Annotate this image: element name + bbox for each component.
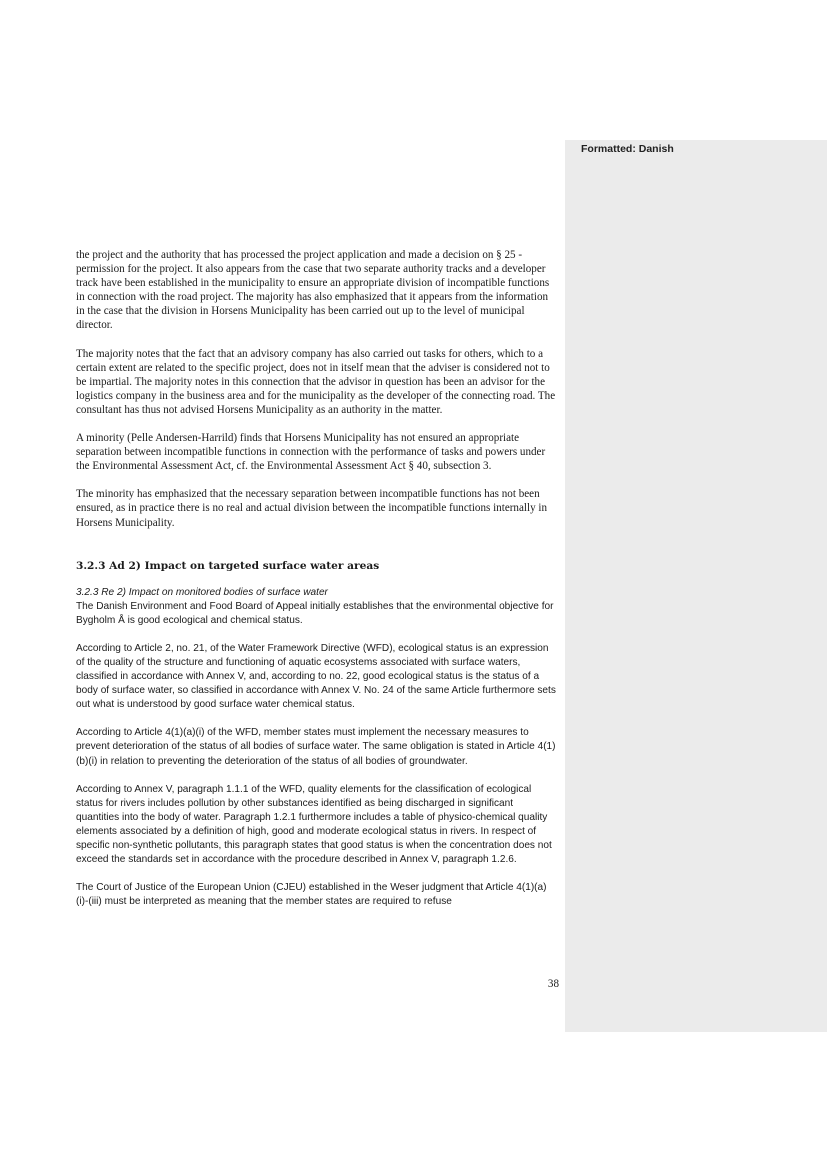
document-body bbox=[76, 248, 558, 923]
subsection-title: 3.2.3 Re 2) Impact on monitored bodies of surface water bbox=[76, 586, 328, 598]
paragraph-wfd-annex-v: According to Annex V, paragraph 1.1.1 of the WFD, quality elements for the classification of ecological status for rivers includes pollution by other substances identified as being discharged in significant quantities into the body of water. Paragraph 1.2.1 furthermore includes a table of physico-chemical quality elements associated by a definition of high, good and moderate ecological status in rivers. In respect of specific non-synthetic pollutants, this paragraph states that good status is when the concentration does not exceed the standards set in accordance with the procedure described in Annex V, paragraph 1.2.6. bbox=[76, 783, 552, 866]
comment-margin-pane bbox=[565, 140, 827, 1032]
section-heading: 3.2.3 Ad 2) Impact on targeted surface water areas bbox=[76, 559, 380, 572]
comment-header: Formatted: Danish bbox=[581, 143, 674, 155]
paragraph-minority-emphasis: The minority has emphasized that the necessary separation between incompatible functions has not been ensured, as in practice there is no real and actual division between the incompatible functions internally in Horsens Municipality. bbox=[76, 488, 548, 529]
paragraph-wfd-article-2: According to Article 2, no. 21, of the Water Framework Directive (WFD), ecological status is an expression of the quality of the structure and functioning of aquatic ecosystems associated with surface waters, classified in accordance with Annex V, and, according to no. 22, good ecological status is the status of a body of surface water, so classified in accordance with Annex V. No. 24 of the same Article furthermore sets out what is understood by good surface water chemical status. bbox=[76, 642, 556, 711]
subsection-intro: The Danish Environment and Food Board of Appeal initially establishes that the environmental objective for Bygholm Å is good ecological and chemical status. bbox=[76, 600, 554, 626]
paragraph-weser-judgment: The Court of Justice of the European Union (CJEU) established in the Weser judgment that Article 4(1)(a)(i)-(iii) must be interpreted as meaning that the member states are required to refuse bbox=[76, 882, 547, 908]
page-number: 38 bbox=[547, 978, 559, 990]
paragraph-majority-adviser: The majority notes that the fact that an advisory company has also carried out tasks for others, which to a certain extent are related to the specific project, does not in itself mean that the adviser is considered not to be impartial. The majority notes in this connection that the advisor in question has been an advisor for the logistics company in the business area and for the municipality as the developer of the connecting road. The consultant has thus not advised Horsens Municipality as an authority in the matter. bbox=[76, 347, 556, 416]
paragraph-authority-tracks: the project and the authority that has processed the project application and made a decision on § 25 - permission for the project. It also appears from the case that two separate authority tracks and a developer track have been established in the municipality to ensure an appropriate division of incompatible functions in connection with the road project. The majority has also emphasized that it appears from the information in the case that the division in Horsens Municipality has been carried out up to the level of municipal director. bbox=[76, 249, 550, 332]
paragraph-wfd-article-4: According to Article 4(1)(a)(i) of the WFD, member states must implement the necessary measures to prevent deterioration of the status of all bodies of surface water. The same obligation is stated in Article 4(1)(b)(i) in relation to preventing the deterioration of the status of all bodies of groundwater. bbox=[76, 727, 556, 767]
paragraph-minority-finding: A minority (Pelle Andersen-Harrild) finds that Horsens Municipality has not ensured an appropriate separation between incompatible functions in connection with the performance of tasks and powers under the Environmental Assessment Act, cf. the Environmental Assessment Act § 40, subsection 3. bbox=[76, 432, 546, 473]
subsection-block bbox=[76, 586, 558, 628]
